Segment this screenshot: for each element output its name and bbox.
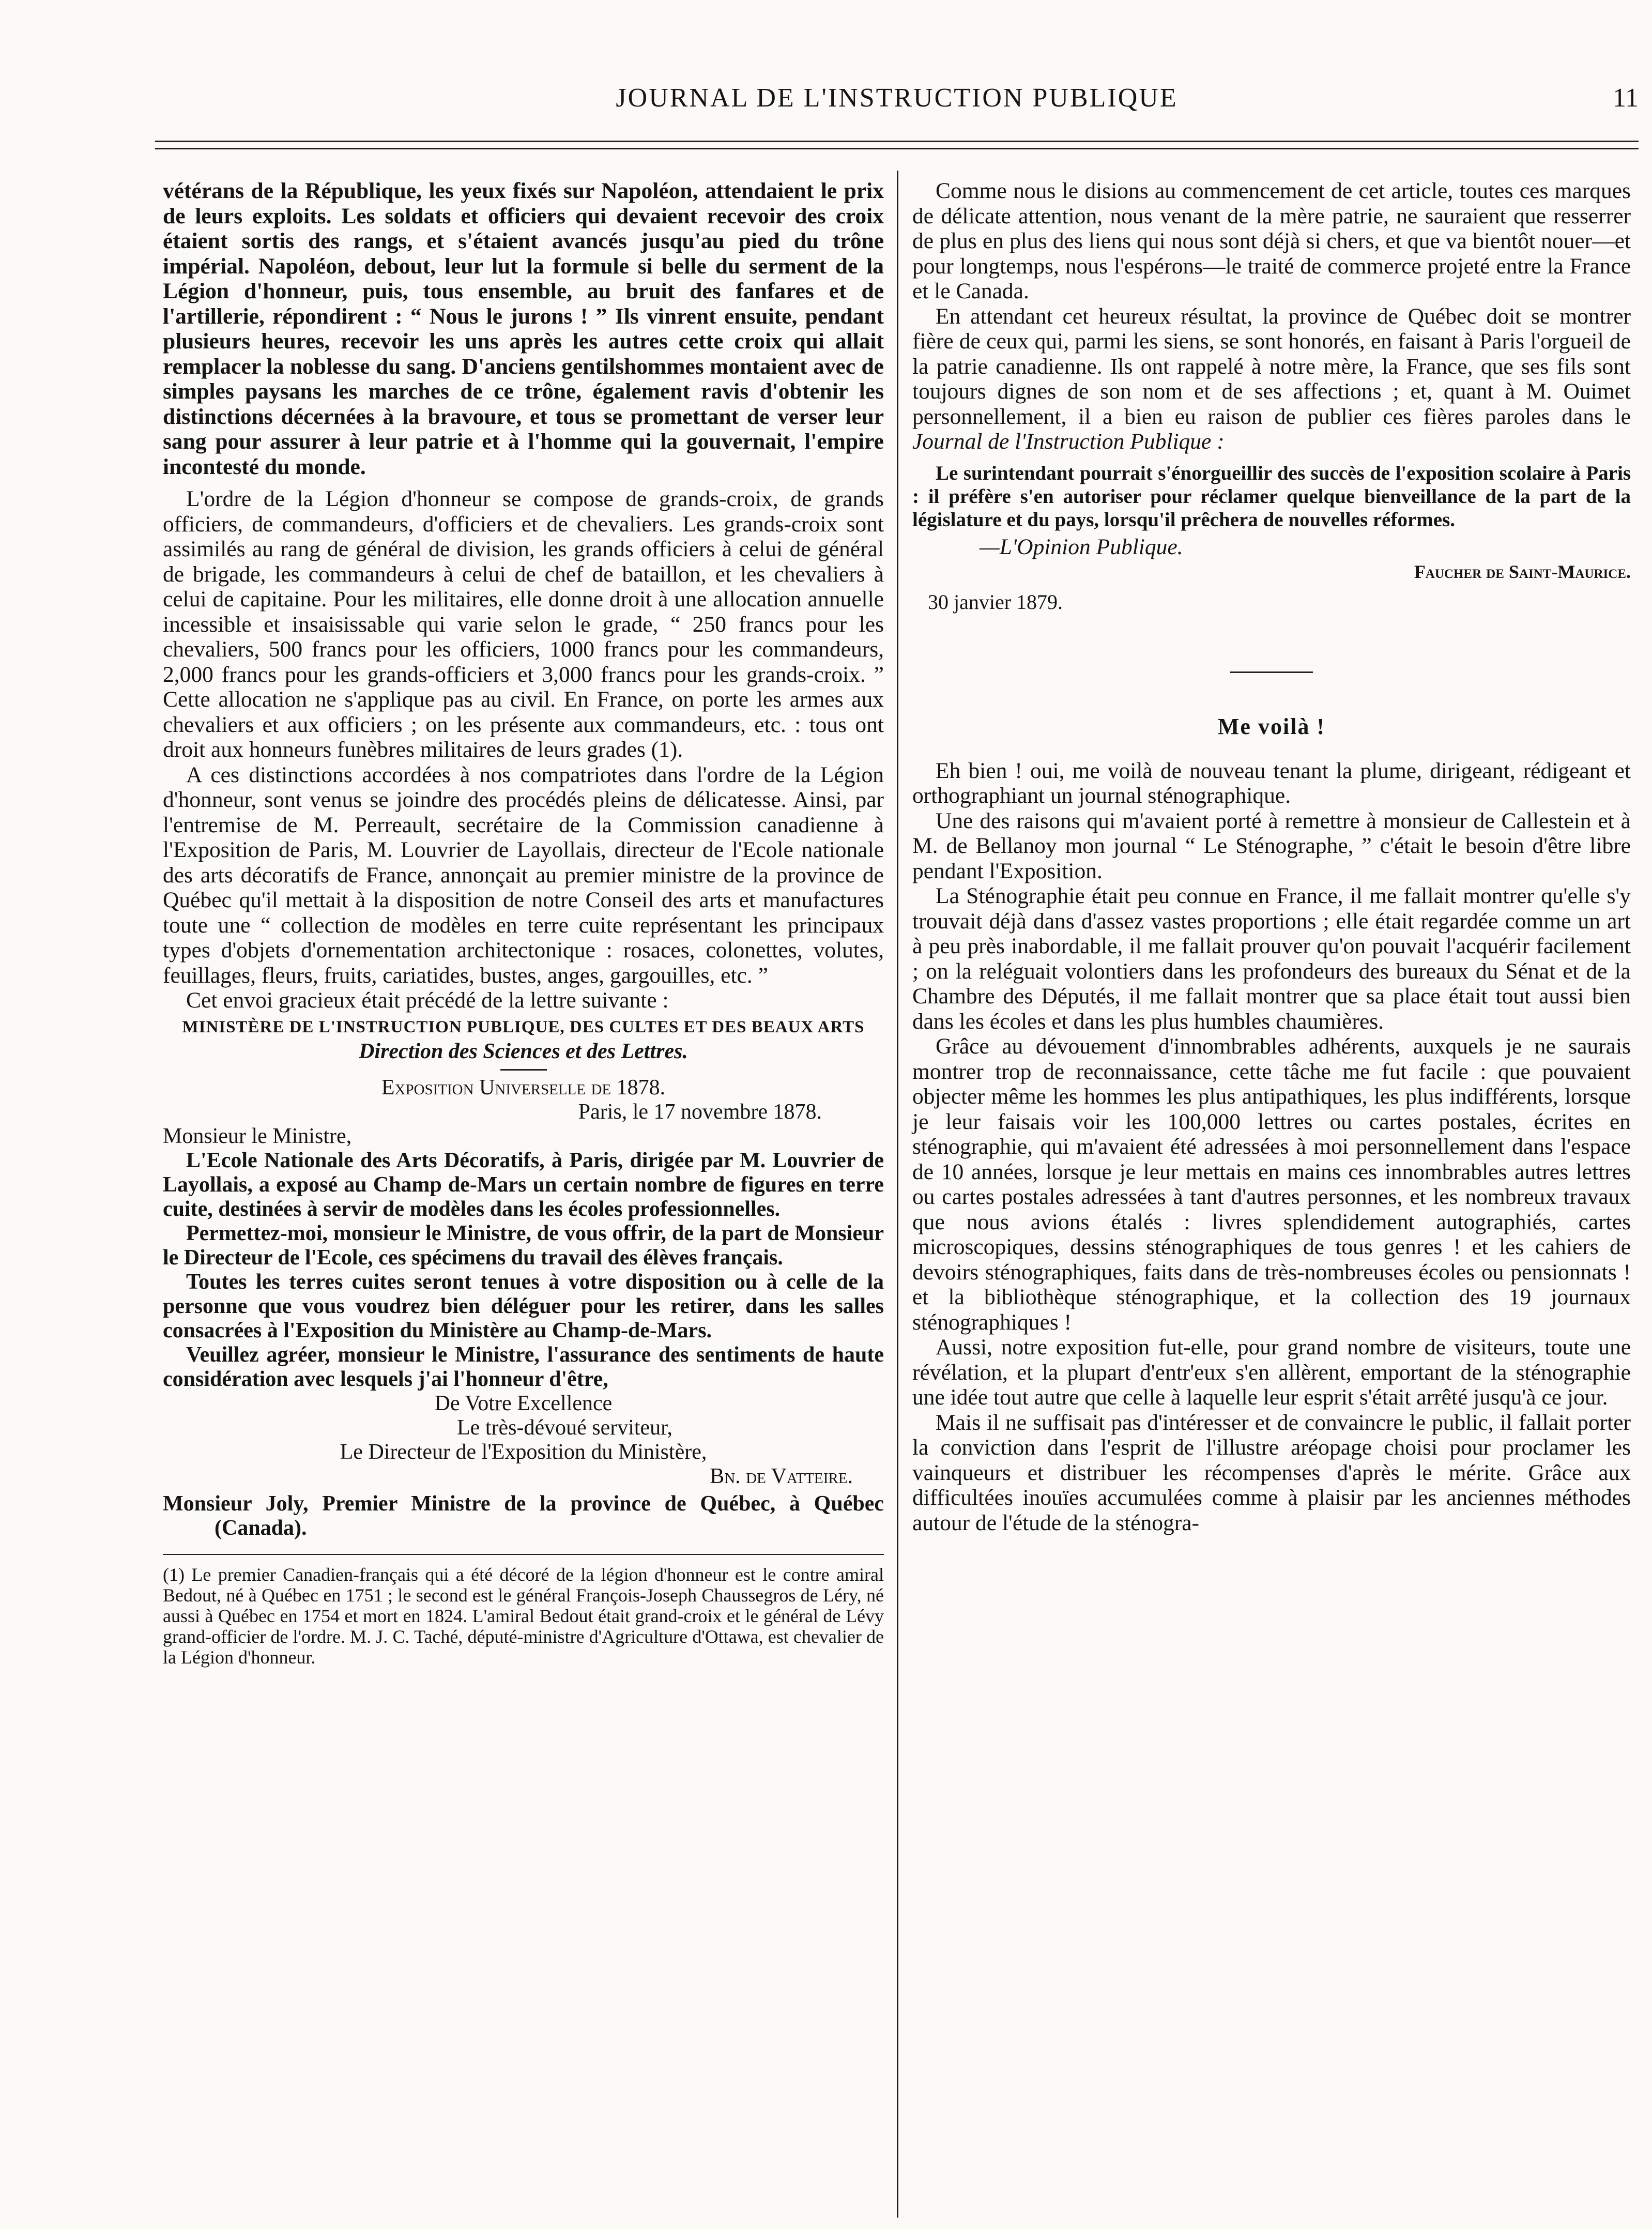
letter-paragraph-2: Permettez-moi, monsieur le Ministre, de vous offrir, de la part de Monsieur le Directeur de l'Ecole, ces spécimens du travail des élèves français. [163, 1221, 884, 1270]
header-rule-bottom [155, 148, 1639, 149]
paragraph-1: Comme nous le disions au commencement de cet article, toutes ces marques de délicate attention, nous venant de la mère patrie, ne sauraient que resserrer de plus en plus des liens qui nous sont déjà si chers, et que va bientôt nouer—et pour longtemps, nous l'espérons—le traité de commerce projeté entre la France et le Canada. [912, 178, 1631, 303]
right-column [912, 178, 1631, 1535]
running-title: JOURNAL DE L'INSTRUCTION PUBLIQUE [616, 83, 1178, 113]
quote-source: —L'Opinion Publique. [980, 534, 1183, 559]
article-paragraph-3: La Sténographie était peu connue en France, il me fallait montrer qu'elle s'y trouvait déjà dans d'assez vastes proportions ; elle était regardée comme un art à peu près inabordable, il me fallait prouver qu'on pouvait l'acquérir facilement ; on la reléguait volontiers dans les profondeurs des bureaux du Sénat et de la Chambre des Députés, il me fallait montrer que sa place était tout aussi bien dans les écoles et dans les plus humbles chaumières. [912, 883, 1631, 1034]
journal-title-reference: Journal de l'Instruction Publique : [912, 429, 1225, 454]
article-title: Me voilà ! [1217, 714, 1326, 739]
paragraph-2 [912, 304, 1631, 454]
article-paragraph-4: Grâce au dévouement d'innombrables adhérents, auxquels je ne saurais montrer trop de reconnaissance, cette tâche me fut facile : que pouvaient objecter même les hommes les plus antipathiques, les plus indifférents, lorsque je leur faisais voir les 100,000 lettres ou cartes postales, écrites en sténographie, qui m'avaient été adressées à moi personnellement dans l'espace de 10 années, lorsque je leur mettais en mains ces innombrables autres lettres ou cartes postales adressées à tant d'autres personnes, et les nombreux travaux que nous avions étalés : livres splendidement autographiés, cartes microscopiques, dessins sténographiques de tous genres ! et les cahiers de devoirs sténographiques, faits dans de très-nombreuses écoles ou pensionnats ! et la bibliothèque sténographique, et la collection des 19 journaux sténographiques ! [912, 1034, 1631, 1335]
paragraph-ordre: L'ordre de la Légion d'honneur se compose de grands-croix, de grands officiers, de commandeurs, d'officiers et de chevaliers. Les grands-croix sont assimilés au rang de général de division, les grands officiers à celui de général de brigade, les commandeurs à celui de chef de bataillon, et les chevaliers à celui de capitaine. Pour les militaires, elle donne droit à une allocation annuelle incessible et insaisissable qui varie selon le grade, “ 250 francs pour les chevaliers, 500 francs pour les officiers, 1000 francs pour les commandeurs, 2,000 francs pour les grands-officiers et 3,000 francs pour les grands-croix. ” Cette allocation ne s'applique pas au civil. En France, on porte les armes aux chevaliers et aux officiers ; on les présente aux commandeurs, etc. : tous ont droit aux honneurs funèbres militaires de leurs grades (1). [163, 486, 884, 762]
running-head [155, 78, 1639, 119]
letter-salutation: Monsieur le Ministre, [163, 1124, 352, 1148]
footnote: (1) Le premier Canadien-français qui a été décoré de la légion d'honneur est le contre amiral Bedout, né à Québec en 1751 ; le second est le général François-Joseph Chaussegros de Léry, né aussi à Québec en 1754 et mort en 1824. L'amiral Bedout était grand-croix et le général de Lévy grand-officier de l'ordre. M. J. C. Taché, député-ministre d'Agriculture d'Ottawa, est chevalier de la Légion d'honneur. [163, 1554, 884, 1668]
letter-paragraph-4: Veuillez agréer, monsieur le Ministre, l'assurance des sentiments de haute considération avec lesquels j'ai l'honneur d'être, [163, 1342, 884, 1391]
author-signature: Faucher de Saint-Maurice. [1414, 561, 1631, 582]
article-paragraph-6: Mais il ne suffisait pas d'intéresser et de convaincre le public, il fallait porter la conviction dans l'esprit de l'illustre aréopage choisi pour proclamer les vainqueurs et distribuer les récompenses d'après le mérite. Grâce aux difficultées inouïes accumulées comme à plaisir par les anciennes méthodes autour de l'étude de la sténogra- [912, 1410, 1631, 1535]
letter-paragraph-3: Toutes les terres cuites seront tenues à votre disposition ou à celle de la personne que vous voudrez bien déléguer pour les retirer, dans les salles consacrées à l'Exposition du Ministère au Champ-de-Mars. [163, 1270, 884, 1342]
letter-date: Paris, le 17 novembre 1878. [578, 1100, 822, 1124]
section-rule [1230, 671, 1313, 673]
article-paragraph-5: Aussi, notre exposition fut-elle, pour grand nombre de visiteurs, toute une révélation, et la plupart d'entr'eux s'en allèrent, emportant de la sténographie une idée tout autre que celle à laquelle leur esprit s'était arrêté jusqu'à ce jour. [912, 1335, 1631, 1410]
letter-exposition: Exposition Universelle de 1878. [381, 1075, 666, 1100]
letter [163, 1015, 884, 1540]
letter-closing-2: Le très-dévoué serviteur, [457, 1415, 672, 1440]
letter-addressee: Monsieur Joly, Premier Ministre de la province de Québec, à Québec (Canada). [163, 1491, 884, 1540]
letter-closing-3: Le Directeur de l'Exposition du Ministère, [340, 1440, 707, 1464]
paragraph-envoi: Cet envoi gracieux était précédé de la lettre suivante : [186, 988, 669, 1013]
letter-paragraph-1: L'Ecole Nationale des Arts Décoratifs, à Paris, dirigée par M. Louvrier de Layollais, a exposé au Champ de-Mars un certain nombre de figures en terre cuite, destinées à servir de modèles dans les écoles professionnelles. [163, 1148, 884, 1221]
article-paragraph-1: Eh bien ! oui, me voilà de nouveau tenant la plume, dirigeant, rédigeant et orthographiant un journal sténographique. [912, 758, 1631, 808]
letter-closing-1: De Votre Excellence [434, 1391, 613, 1415]
header-rule-top [155, 141, 1639, 142]
opinion-quote: Le surintendant pourrait s'énorgueillir des succès de l'exposition scolaire à Paris : il préfère s'en autoriser pour réclamer quelque bienveillance de la part de la législature et du pays, lorsqu'il prêchera de nouvelles réformes. [912, 462, 1631, 531]
article-paragraph-2: Une des raisons qui m'avaient porté à remettre à monsieur de Callestein et à M. de Bellanoy mon journal “ Le Sténographe, ” c'était le besoin d'être libre pendant l'Exposition. [912, 808, 1631, 883]
letter-ministry: MINISTÈRE DE L'INSTRUCTION PUBLIQUE, DES CULTES ET DES BEAUX ARTS [182, 1017, 865, 1036]
paragraph-opening: vétérans de la République, les yeux fixés sur Napoléon, attendaient le prix de leurs exploits. Les soldats et officiers qui devaient recevoir des croix étaient sortis des rangs, et s'étaient avancés jusqu'au pied du trône impérial. Napoléon, debout, leur lut la formule si belle du serment de la Légion d'honneur, puis, tous ensemble, au bruit des fanfares et de l'artillerie, répondirent : “ Nous le jurons ! ” Ils vinrent ensuite, pendant plusieurs heures, recevoir les uns après les autres cette croix qui allait remplacer la noblesse du sang. D'anciens gentilshommes montaient avec de simples paysans les marches de ce trône, également ravis d'obtenir les distinctions décernées à la bravoure, et tous se promettant de verser leur sang pour assurer à leur patrie et à l'homme qui la gouvernait, l'empire incontesté du monde. [163, 178, 884, 479]
letter-signature: Bn. de Vatteire. [710, 1464, 853, 1488]
letter-direction: Direction des Sciences et des Lettres. [359, 1039, 688, 1063]
paragraph-distinctions: A ces distinctions accordées à nos compatriotes dans l'ordre de la Légion d'honneur, sont venus se joindre des procédés pleins de délicatesse. Ainsi, par l'entremise de M. Perreault, secrétaire de la Commission canadienne à l'Exposition de Paris, M. Louvrier de Layollais, directeur de l'Ecole nationale des arts décoratifs de France, annonçait au premier ministre de la province de Québec qu'il mettait à la disposition de notre Conseil des arts et manufactures toute une “ collection de modèles en terre cuite représentant les principaux types d'objets d'ornementation architectonique : rosaces, colonettes, volutes, feuillages, fleurs, fruits, cariatides, bustes, anges, gargouilles, etc. ” [163, 762, 884, 988]
column-divider [897, 171, 898, 2218]
page-number: 11 [1612, 83, 1639, 113]
left-column [163, 178, 884, 1668]
paragraph-2-text: En attendant cet heureux résultat, la province de Québec doit se montrer fière de ceux qui, parmi les siens, se sont honorés, en faisant à Paris l'orgueil de la patrie canadienne. Ils ont rappelé à notre mère, la France, que ses fils sont toujours dignes de son nom et de ses affections ; et, quant à M. Ouimet personnellement, il a bien eu raison de publier ces fières paroles dans le [912, 303, 1631, 429]
letter-rule [500, 1069, 547, 1071]
signature-date: 30 janvier 1879. [928, 590, 1063, 614]
